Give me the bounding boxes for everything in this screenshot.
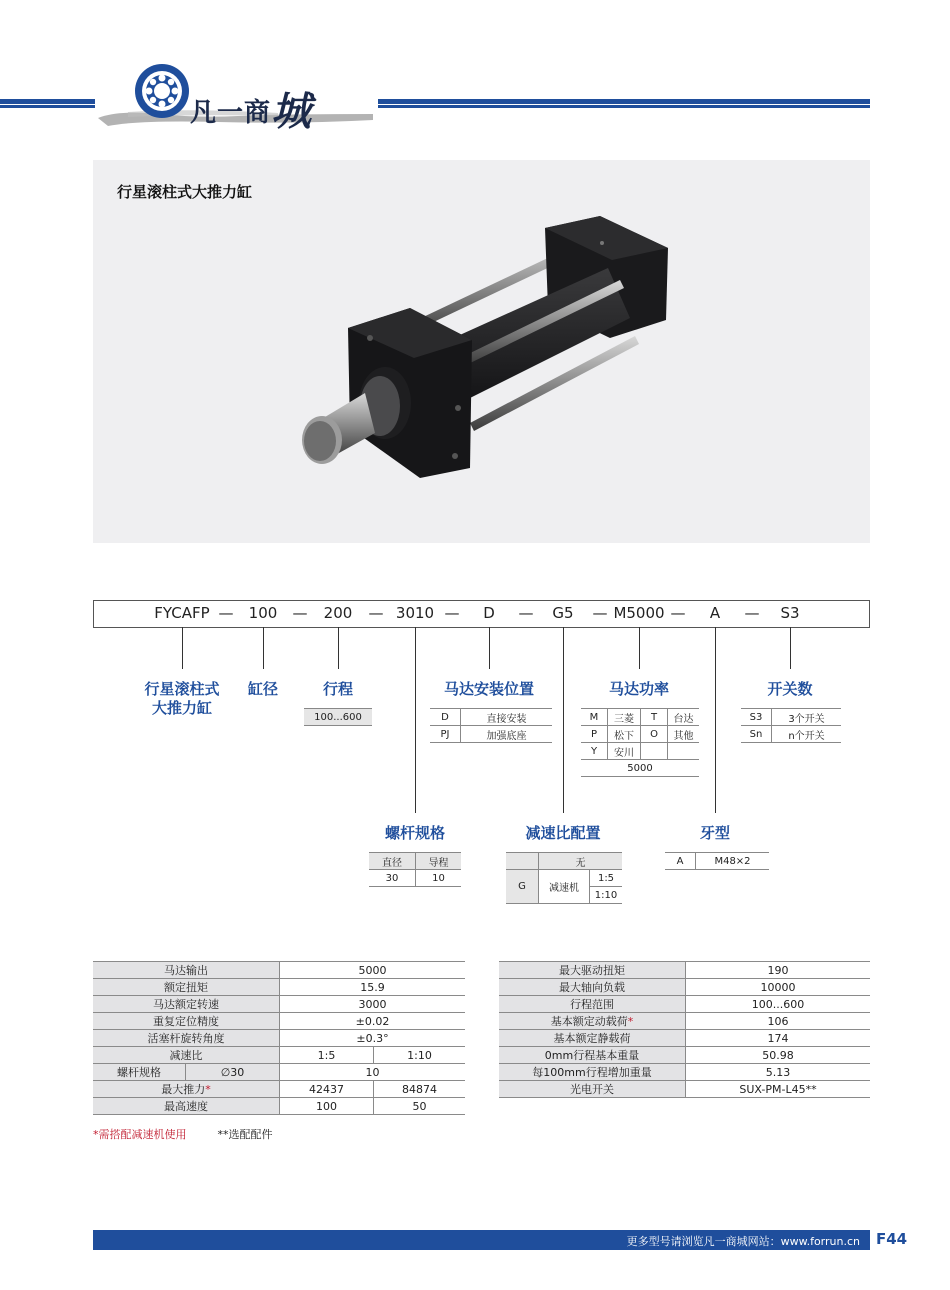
spec-value: 190: [686, 962, 871, 979]
power-code: Y: [581, 743, 608, 760]
thread-value: M48×2: [696, 853, 770, 870]
power-code: T: [641, 709, 668, 726]
brand-name: [190, 76, 312, 133]
connector-line: [790, 627, 791, 669]
spec-key: 额定扭矩: [93, 979, 280, 996]
ratio-blank: [506, 853, 539, 870]
brand-small: 凡一商: [190, 98, 272, 128]
product-title: 行星滚柱式大推力缸: [117, 183, 253, 201]
ratio-none: 无: [539, 853, 623, 870]
spec-table-left: [93, 961, 465, 1115]
ratio-value: 1:10: [590, 887, 623, 904]
spec-value: 100: [280, 1098, 374, 1115]
thread-table: [665, 852, 769, 870]
spec-value: 3000: [280, 996, 466, 1013]
power-table: [581, 708, 699, 777]
label-type: [144, 680, 219, 718]
code-token-switch: S3: [780, 604, 800, 622]
spec-value: 100...600: [686, 996, 871, 1013]
note-optional: **选配配件: [217, 1128, 273, 1141]
header-bar-left-stripe: [0, 104, 95, 105]
spec-star: *: [627, 1015, 634, 1028]
spec-value: 50.98: [686, 1047, 871, 1064]
spec-table-right: [499, 961, 870, 1098]
label-screw-spec: 螺杆规格: [384, 824, 446, 842]
spec-value: 5000: [280, 962, 466, 979]
spec-value: 84874: [374, 1081, 466, 1098]
power-value: 5000: [581, 760, 699, 777]
connector-line: [338, 627, 339, 669]
spec-key: 最大驱动扭矩: [499, 962, 686, 979]
code-token-thread: A: [709, 604, 721, 622]
code-token-dash: —: [444, 604, 460, 622]
spec-star: *: [205, 1083, 211, 1096]
cylinder-product-image: [290, 208, 680, 488]
spec-value: 15.9: [280, 979, 466, 996]
label-switch-count: 开关数: [767, 680, 813, 698]
power-brand: [668, 743, 700, 760]
power-brand: 松下: [608, 726, 641, 743]
spec-key: 减速比: [93, 1047, 280, 1064]
mount-desc: 直接安装: [461, 709, 553, 726]
label-stroke: 行程: [322, 680, 354, 698]
connector-line: [415, 627, 416, 813]
mount-table: [430, 708, 552, 743]
brand-big: 城: [271, 88, 313, 135]
note-reducer: *需搭配减速机使用: [93, 1128, 187, 1141]
spec-value: 174: [686, 1030, 871, 1047]
bearing-logo-icon: [134, 63, 190, 119]
spec-key: 最高速度: [93, 1098, 280, 1115]
connector-line: [182, 627, 183, 669]
screw-table: [369, 852, 461, 887]
spec-key: 0mm行程基本重量: [499, 1047, 686, 1064]
thread-code: A: [665, 853, 696, 870]
power-brand: 其他: [668, 726, 700, 743]
screw-lead: 10: [416, 870, 462, 887]
connector-line: [563, 627, 564, 813]
spec-value: 1:10: [374, 1047, 466, 1064]
power-code: P: [581, 726, 608, 743]
power-code: M: [581, 709, 608, 726]
stroke-range: 100...600: [304, 709, 372, 726]
spec-key: 最大轴向负载: [499, 979, 686, 996]
spec-value: ±0.3°: [280, 1030, 466, 1047]
switch-code: Sn: [741, 726, 772, 743]
label-bore: 缸径: [247, 680, 279, 698]
ratio-value: 1:5: [590, 870, 623, 887]
spec-value: 10000: [686, 979, 871, 996]
power-brand: 安川: [608, 743, 641, 760]
spec-value: 10: [280, 1064, 466, 1081]
page-number: F44: [876, 1230, 908, 1248]
spec-key: 光电开关: [499, 1081, 686, 1098]
stroke-table: [304, 708, 372, 726]
mount-desc: 加强底座: [461, 726, 553, 743]
connector-line: [263, 627, 264, 669]
power-brand: 台达: [668, 709, 700, 726]
mount-code: D: [430, 709, 461, 726]
spec-key: [499, 1013, 686, 1030]
spec-value: 50: [374, 1098, 466, 1115]
switch-desc: 3个开关: [772, 709, 842, 726]
ratio-reducer: 减速机: [539, 870, 590, 904]
code-token-dash: —: [292, 604, 308, 622]
code-token-screw: 3010: [395, 604, 435, 622]
spec-key: 每100mm行程增加重量: [499, 1064, 686, 1081]
code-token-power: M5000: [613, 604, 665, 622]
switch-table: [741, 708, 841, 743]
footnotes: [93, 1126, 273, 1142]
code-token-stroke: 200: [323, 604, 353, 622]
power-code: [641, 743, 668, 760]
code-token-mount: D: [483, 604, 495, 622]
spec-value: ±0.02: [280, 1013, 466, 1030]
code-token-series: FYCAFP: [154, 604, 210, 622]
footer-website-text: 更多型号请浏览凡一商城网站：www.forrun.cn: [626, 1235, 860, 1248]
connector-line: [489, 627, 490, 669]
spec-value: SUX-PM-L45**: [686, 1081, 871, 1098]
code-token-ratio: G5: [552, 604, 574, 622]
spec-key: 马达输出: [93, 962, 280, 979]
code-token-dash: —: [218, 604, 234, 622]
code-token-dash: —: [744, 604, 760, 622]
code-token-dash: —: [368, 604, 384, 622]
spec-key-text: 基本额定动载荷: [550, 1015, 628, 1028]
code-token-bore: 100: [248, 604, 278, 622]
spec-value: 106: [686, 1013, 871, 1030]
ratio-code-g: G: [506, 870, 539, 904]
spec-key: 活塞杆旋转角度: [93, 1030, 280, 1047]
spec-key: [93, 1081, 280, 1098]
spec-key: 重复定位精度: [93, 1013, 280, 1030]
code-token-dash: —: [518, 604, 534, 622]
spec-value: 42437: [280, 1081, 374, 1098]
label-type-line2: 大推力缸: [151, 699, 213, 717]
connector-line: [715, 627, 716, 813]
power-brand: 三菱: [608, 709, 641, 726]
label-ratio-config: 减速比配置: [525, 824, 601, 842]
switch-desc: n个开关: [772, 726, 842, 743]
header-bar-right-stripe: [378, 104, 870, 105]
spec-key-sub: ∅30: [186, 1064, 280, 1081]
spec-value: 1:5: [280, 1047, 374, 1064]
code-token-dash: —: [670, 604, 686, 622]
spec-key: 基本额定静载荷: [499, 1030, 686, 1047]
spec-key: 马达额定转速: [93, 996, 280, 1013]
spec-key-text: 最大推力: [161, 1083, 206, 1096]
connector-line: [639, 627, 640, 669]
switch-code: S3: [741, 709, 772, 726]
spec-value: 5.13: [686, 1064, 871, 1081]
label-motor-mount: 马达安装位置: [443, 680, 535, 698]
label-type-line1: 行星滚柱式: [144, 680, 220, 698]
label-thread: 牙型: [699, 824, 731, 842]
code-token-dash: —: [592, 604, 608, 622]
mount-code: PJ: [430, 726, 461, 743]
spec-key: 螺杆规格: [93, 1064, 186, 1081]
ratio-table: [506, 852, 622, 904]
screw-header-lead: 导程: [416, 853, 462, 870]
screw-header-diameter: 直径: [369, 853, 416, 870]
power-code: O: [641, 726, 668, 743]
spec-key: 行程范围: [499, 996, 686, 1013]
screw-diameter: 30: [369, 870, 416, 887]
label-motor-power: 马达功率: [608, 680, 670, 698]
